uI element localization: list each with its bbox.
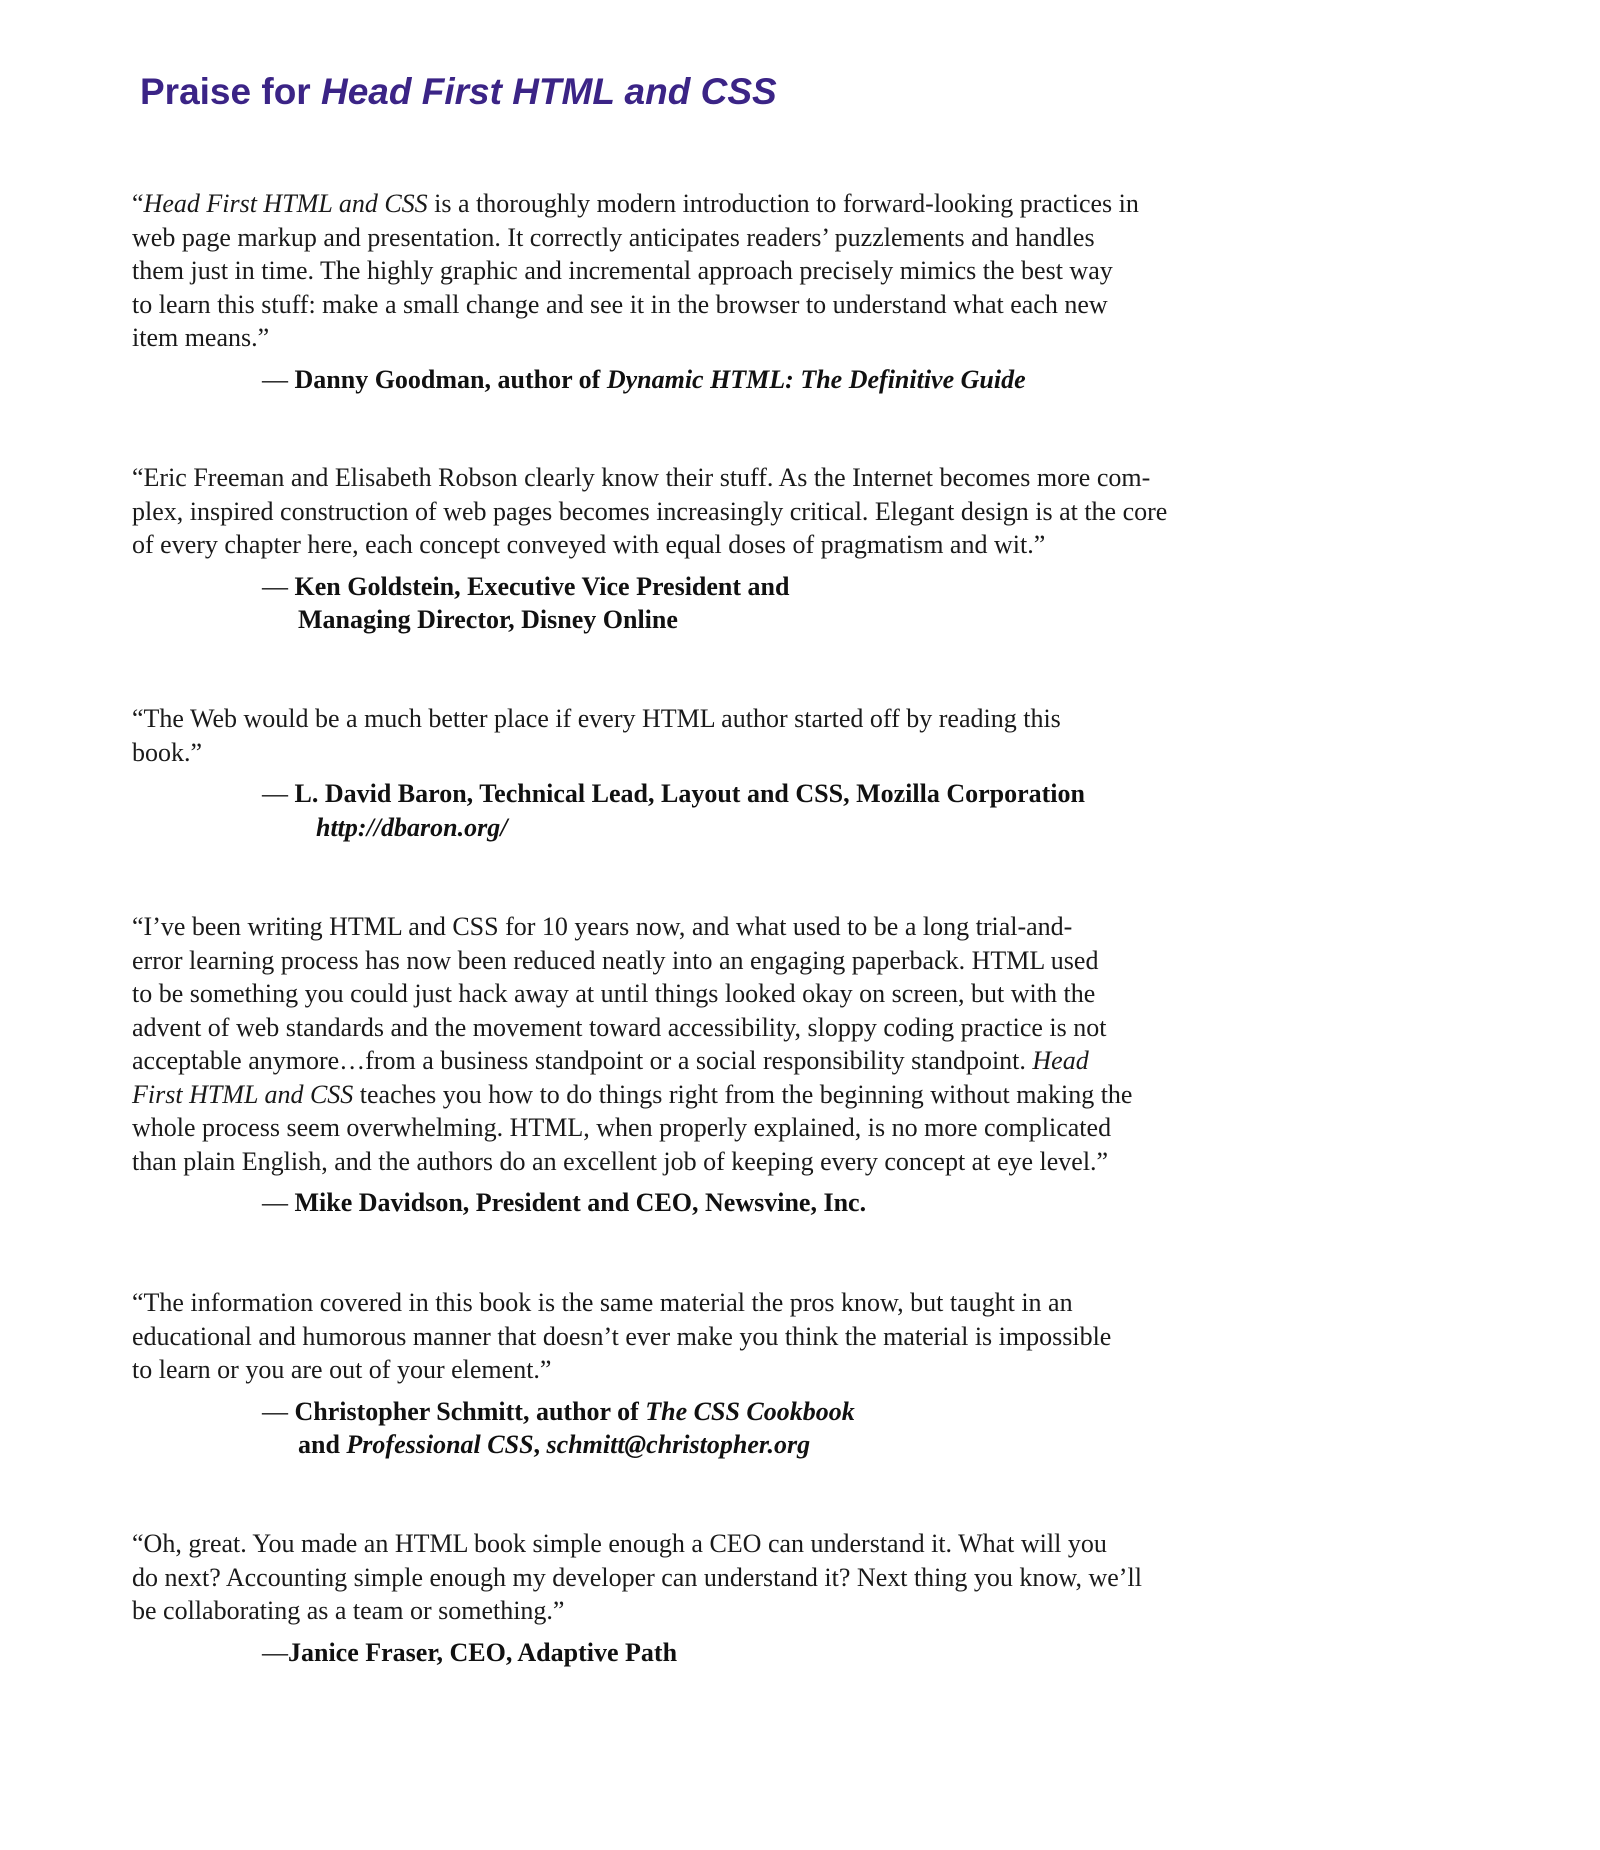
quote-text: [132, 702, 1232, 769]
quote-line: them just in time. The highly graphic and incremental approach precisely mimics the best way: [132, 256, 1113, 285]
quote-text: [132, 1527, 1232, 1628]
quote-line: error learning process has now been reduced neatly into an engaging paperback. HTML used: [132, 945, 1099, 975]
attribution-dash: —: [262, 1396, 288, 1426]
page-title: [140, 70, 777, 114]
attribution: [262, 570, 1232, 637]
quote-line-text: acceptable anymore…from a business standpoint or a social responsibility standpoint.: [132, 1046, 1033, 1075]
quote-line: [132, 1527, 1232, 1561]
quote-line-text: The information covered in this book is the same material the pros know, but taught in an: [143, 1288, 1073, 1317]
quote-book-title: Head First HTML and CSS: [143, 189, 428, 218]
quote-line: do next? Accounting simple enough my developer can understand it? Next thing you know, we’ll: [132, 1562, 1142, 1592]
quote-line: to learn or you are out of your element.”: [132, 1355, 552, 1384]
attribution-work: Professional CSS: [346, 1430, 534, 1459]
quote-line: than plain English, and the authors do an excellent job of keeping every concept at eye level.”: [132, 1146, 1109, 1176]
quote-fraser: [132, 1527, 1232, 1669]
quote-goldstein: [132, 461, 1232, 637]
attribution-name: Danny Goodman, author of: [288, 364, 607, 394]
attribution: [262, 777, 1232, 844]
quote-text: [132, 187, 1232, 355]
open-quote-mark: “: [132, 189, 144, 218]
quote-text: [132, 1286, 1232, 1387]
attribution: [262, 363, 1232, 397]
quote-line: educational and humorous manner that doesn’t ever make you think the material is impossible: [132, 1321, 1112, 1351]
quote-line: to learn this stuff: make a small change and see it in the browser to understand what each new: [132, 289, 1108, 319]
attribution-dash: —: [262, 1188, 288, 1217]
attribution-dash: —: [262, 364, 288, 394]
quote-line: book.”: [132, 737, 203, 767]
attribution-name: Christopher Schmitt, author of: [288, 1396, 646, 1426]
quote-line: [132, 1286, 1232, 1320]
attribution-line2: Managing Director, Disney Online: [298, 605, 678, 634]
quote-line: [132, 910, 1232, 944]
quote-baron: [132, 702, 1232, 844]
quote-line-text: teaches you how to do things right from the beginning without making the: [353, 1079, 1133, 1109]
attribution-url: http://dbaron.org/: [316, 812, 508, 842]
quote-line: [132, 187, 1232, 221]
quote-davidson: [132, 910, 1232, 1220]
quote-line: item means.”: [132, 323, 270, 352]
attribution-work: Dynamic HTML: The Definitive Guide: [606, 364, 1026, 394]
quote-line: [132, 702, 1232, 736]
quote-goodman: [132, 187, 1232, 396]
attribution-dash: —: [262, 571, 288, 601]
open-quote-mark: “: [132, 1529, 144, 1558]
open-quote-mark: “: [132, 463, 144, 492]
attribution: [262, 1186, 1232, 1220]
page-title-prefix: Praise for: [140, 71, 321, 112]
quote-line: [132, 461, 1232, 495]
quote-line: whole process seem overwhelming. HTML, when properly explained, is no more complicated: [132, 1113, 1112, 1142]
quote-text: [132, 461, 1232, 562]
quote-line: [132, 1044, 1232, 1078]
attribution-name: Ken Goldstein, Executive Vice President and: [288, 571, 790, 601]
quote-line: advent of web standards and the movement toward accessibility, sloppy coding practice is not: [132, 1012, 1107, 1042]
attribution-name: Mike Davidson, President and CEO, Newsvine, Inc.: [288, 1188, 867, 1217]
quote-line: [132, 1078, 1232, 1112]
quote-line-text: The Web would be a much better place if every HTML author started off by reading this: [143, 704, 1061, 733]
quote-line-text: is a thoroughly modern introduction to forward-looking practices in: [427, 189, 1139, 218]
open-quote-mark: “: [132, 912, 144, 941]
quote-line: web page markup and presentation. It correctly anticipates readers’ puzzlements and handles: [132, 222, 1095, 252]
attribution-name: Janice Fraser, CEO, Adaptive Path: [288, 1637, 678, 1667]
quote-line: to be something you could just hack away at until things looked okay on screen, but with the: [132, 979, 1096, 1008]
quote-line-text: I’ve been writing HTML and CSS for 10 years now, and what used to be a long trial-and-: [143, 912, 1073, 941]
attribution-line2-prefix: and: [298, 1430, 347, 1459]
quote-book-title: First HTML and CSS: [132, 1079, 354, 1109]
attribution-dash: —: [262, 1637, 288, 1667]
quote-line-text: Oh, great. You made an HTML book simple enough a CEO can understand it. What will you: [143, 1529, 1107, 1558]
attribution: [262, 1636, 1232, 1670]
attribution-email: schmitt@christopher.org: [546, 1430, 811, 1459]
attribution-work: The CSS Cookbook: [645, 1396, 855, 1426]
quote-line: plex, inspired construction of web pages becomes increasingly critical. Elegant design is at the core: [132, 496, 1168, 526]
quote-schmitt: [132, 1286, 1232, 1462]
open-quote-mark: “: [132, 1288, 144, 1317]
attribution: [262, 1395, 1232, 1462]
quote-book-title: Head: [1032, 1046, 1089, 1075]
open-quote-mark: “: [132, 704, 144, 733]
attribution-line2: [262, 1428, 1232, 1462]
attribution-dash: —: [262, 779, 288, 808]
quote-line: be collaborating as a team or something.”: [132, 1596, 565, 1625]
quote-text: [132, 910, 1232, 1178]
attribution-separator: ,: [533, 1430, 547, 1459]
attribution-name: L. David Baron, Technical Lead, Layout and CSS, Mozilla Corporation: [288, 779, 1085, 808]
quote-line: of every chapter here, each concept conveyed with equal doses of pragmatism and wit.”: [132, 530, 1046, 559]
page-title-book: Head First HTML and CSS: [320, 71, 777, 112]
quote-line-text: Eric Freeman and Elisabeth Robson clearly know their stuff. As the Internet becomes more com-: [143, 463, 1151, 492]
